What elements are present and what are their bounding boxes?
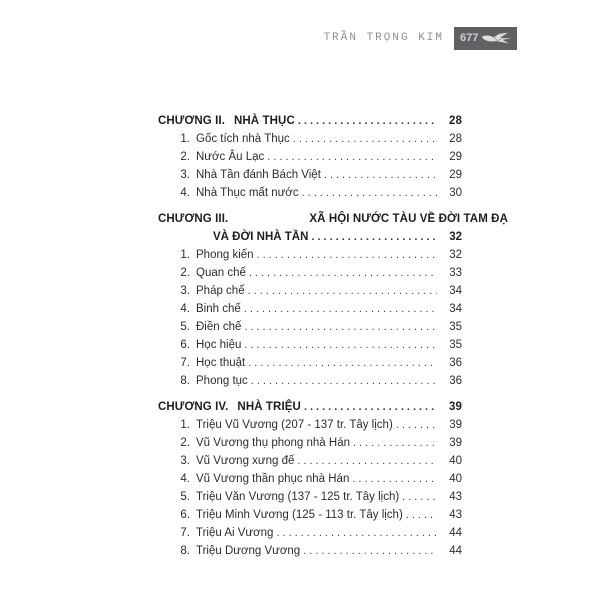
entry-number: 5. xyxy=(180,491,190,503)
entry-title: Vũ Vương thụ phong nhà Hán xyxy=(196,437,350,449)
toc-entry xyxy=(158,452,462,470)
dot-leader xyxy=(251,372,437,390)
dot-leader xyxy=(402,488,437,506)
page-number: 677 xyxy=(460,32,479,44)
toc-entry xyxy=(158,166,462,184)
dot-leader xyxy=(352,470,437,488)
entry-number: 7. xyxy=(180,357,190,369)
entry-title: Triệu Dương Vương xyxy=(196,545,301,557)
chapter-page-number: 28 xyxy=(449,115,462,127)
chapter-heading xyxy=(158,112,462,130)
entry-title: Vũ Vương thần phục nhà Hán xyxy=(196,473,350,485)
dot-leader xyxy=(353,434,437,452)
entry-page-number: 36 xyxy=(449,375,462,387)
entry-number: 2. xyxy=(180,151,190,163)
toc-entry xyxy=(158,354,462,372)
entry-page-number: 39 xyxy=(449,419,462,431)
toc-entry xyxy=(158,434,462,452)
toc-entry xyxy=(158,184,462,202)
toc-entry xyxy=(158,300,462,318)
dot-leader xyxy=(406,506,437,524)
chapter-title: NHÀ THỤC xyxy=(234,115,295,127)
entry-number: 8. xyxy=(180,545,190,557)
dot-leader xyxy=(244,336,437,354)
entry-page-number: 36 xyxy=(449,357,462,369)
entry-page-number: 40 xyxy=(449,473,462,485)
toc-entry xyxy=(158,148,462,166)
entry-title: Triệu Ai Vương xyxy=(196,527,274,539)
entry-title: Quan chế xyxy=(196,267,246,279)
entry-page-number: 33 xyxy=(449,267,462,279)
toc-entry xyxy=(158,416,462,434)
entry-title: Pháp chế xyxy=(196,285,245,297)
dot-leader xyxy=(293,130,437,148)
dot-leader xyxy=(248,282,437,300)
chapter-title: NHÀ TRIỆU xyxy=(237,401,301,413)
dot-leader xyxy=(298,112,437,130)
chapter-label: CHƯƠNG IV. xyxy=(158,401,229,413)
page-number-badge xyxy=(454,27,517,50)
entry-title: Gốc tích nhà Thục xyxy=(196,133,290,145)
toc-entry xyxy=(158,542,462,560)
chapter-subtitle-row xyxy=(158,228,462,246)
entry-number: 3. xyxy=(180,285,190,297)
entry-page-number: 34 xyxy=(449,285,462,297)
toc-entry xyxy=(158,336,462,354)
dot-leader xyxy=(324,166,437,184)
entry-number: 1. xyxy=(180,419,190,431)
entry-title: Triệu Vũ Vương (207 - 137 tr. Tây lịch) xyxy=(196,419,393,431)
entry-number: 1. xyxy=(180,249,190,261)
entry-title: Phong tục xyxy=(196,375,248,387)
table-of-contents xyxy=(158,112,508,560)
entry-number: 3. xyxy=(180,169,190,181)
chapter-subtitle: VÀ ĐỜI NHÀ TẦN xyxy=(213,231,309,243)
toc-entry xyxy=(158,318,462,336)
dot-leader xyxy=(267,148,437,166)
toc-entry xyxy=(158,130,462,148)
dot-leader xyxy=(244,318,437,336)
dot-leader xyxy=(304,398,437,416)
entry-number: 2. xyxy=(180,437,190,449)
entry-number: 6. xyxy=(180,509,190,521)
toc-entry xyxy=(158,524,462,542)
entry-title: Điền chế xyxy=(196,321,242,333)
entry-number: 4. xyxy=(180,303,190,315)
entry-page-number: 43 xyxy=(449,491,462,503)
chapter-heading xyxy=(158,210,508,228)
toc-entry xyxy=(158,506,462,524)
dot-leader xyxy=(302,184,437,202)
entry-number: 5. xyxy=(180,321,190,333)
entry-page-number: 39 xyxy=(449,437,462,449)
dot-leader xyxy=(249,264,437,282)
chapter-label: CHƯƠNG II. xyxy=(158,115,225,127)
toc-entry xyxy=(158,264,462,282)
entry-title: Triệu Minh Vương (125 - 113 tr. Tây lịch) xyxy=(196,509,403,521)
toc-entry xyxy=(158,282,462,300)
entry-title: Nước Âu Lạc xyxy=(196,151,265,163)
dot-leader xyxy=(257,246,437,264)
entry-page-number: 40 xyxy=(449,455,462,467)
entry-title: Nhà Tần đánh Bách Việt xyxy=(196,169,321,181)
toc-entry xyxy=(158,488,462,506)
toc-entry xyxy=(158,470,462,488)
dot-leader xyxy=(311,228,437,246)
entry-number: 6. xyxy=(180,339,190,351)
entry-page-number: 29 xyxy=(449,169,462,181)
dot-leader xyxy=(276,524,437,542)
author-name: TRẦN TRỌNG KIM xyxy=(323,32,444,44)
entry-page-number: 43 xyxy=(449,509,462,521)
entry-title: Phong kiến xyxy=(196,249,254,261)
flying-bird-icon xyxy=(481,31,513,47)
entry-number: 8. xyxy=(180,375,190,387)
entry-number: 4. xyxy=(180,187,190,199)
entry-number: 7. xyxy=(180,527,190,539)
dot-leader xyxy=(303,542,437,560)
running-header xyxy=(0,27,517,50)
toc-section xyxy=(158,210,508,390)
entry-page-number: 28 xyxy=(449,133,462,145)
entry-title: Học hiệu xyxy=(196,339,242,351)
entry-page-number: 32 xyxy=(449,249,462,261)
toc-entry xyxy=(158,246,462,264)
chapter-heading xyxy=(158,398,462,416)
dot-leader xyxy=(248,354,437,372)
entry-page-number: 34 xyxy=(449,303,462,315)
entry-title: Vũ Vương xưng đế xyxy=(196,455,295,467)
entry-title: Học thuật xyxy=(196,357,246,369)
entry-title: Binh chế xyxy=(196,303,241,315)
toc-entry xyxy=(158,372,462,390)
entry-title: Nhà Thục mất nước xyxy=(196,187,299,199)
dot-leader xyxy=(396,416,437,434)
entry-page-number: 44 xyxy=(449,545,462,557)
chapter-label: CHƯƠNG III. xyxy=(158,213,229,225)
toc-section xyxy=(158,112,462,202)
entry-number: 2. xyxy=(180,267,190,279)
dot-leader xyxy=(297,452,437,470)
entry-number: 1. xyxy=(180,133,190,145)
entry-number: 3. xyxy=(180,455,190,467)
entry-page-number: 44 xyxy=(449,527,462,539)
entry-page-number: 29 xyxy=(449,151,462,163)
entry-page-number: 35 xyxy=(449,339,462,351)
chapter-title: XÃ HỘI NƯỚC TÀU VỀ ĐỜI TAM ĐẠ xyxy=(309,213,508,225)
chapter-page-number: 39 xyxy=(449,401,462,413)
dot-leader xyxy=(244,300,437,318)
entry-title: Triệu Văn Vương (137 - 125 tr. Tây lịch) xyxy=(196,491,400,503)
entry-number: 4. xyxy=(180,473,190,485)
entry-page-number: 35 xyxy=(449,321,462,333)
entry-page-number: 30 xyxy=(449,187,462,199)
toc-section xyxy=(158,398,462,560)
chapter-page-number: 32 xyxy=(449,231,462,243)
